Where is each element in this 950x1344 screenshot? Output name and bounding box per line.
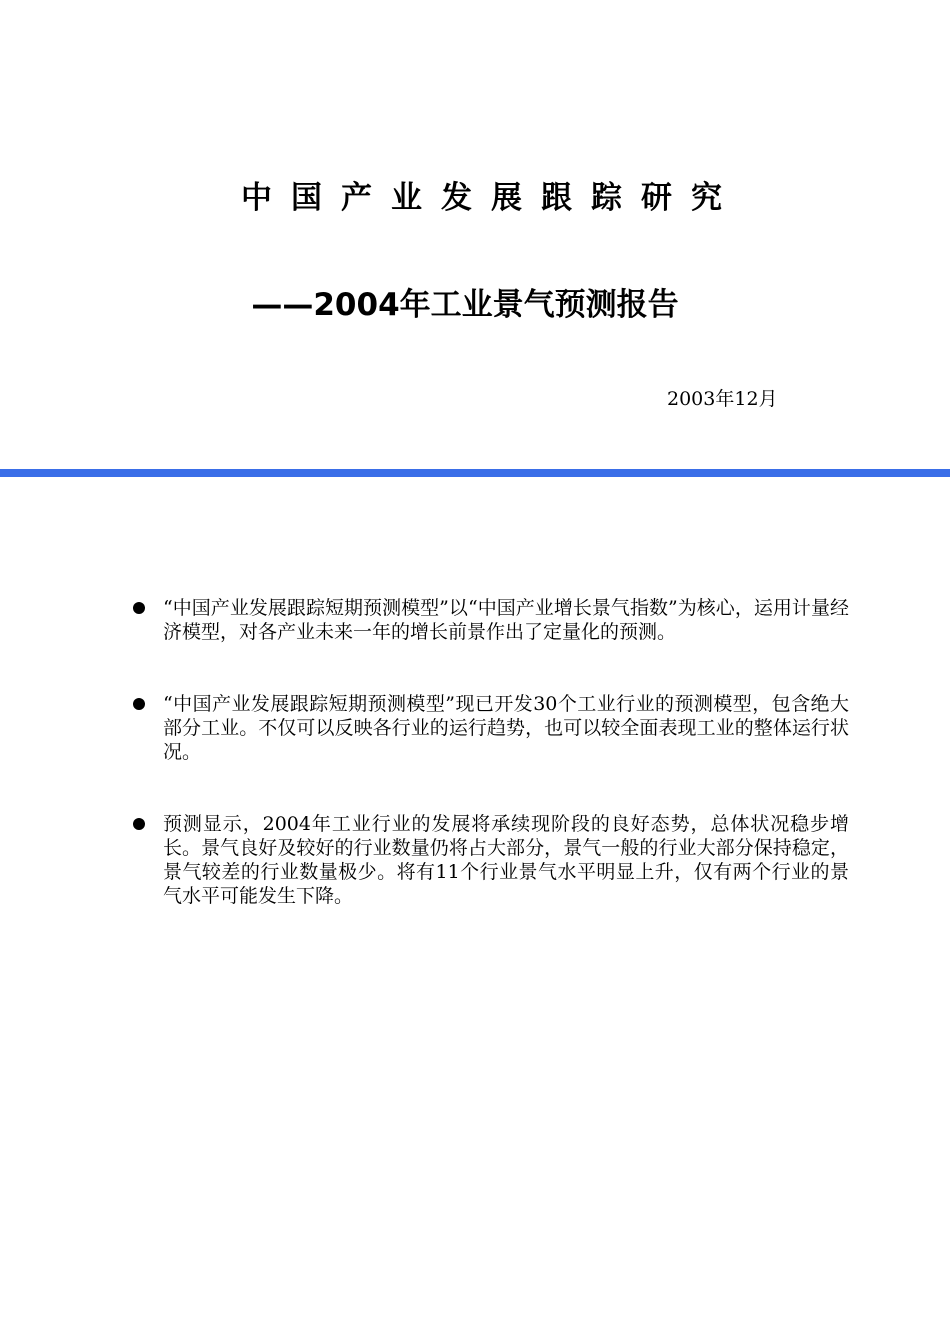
summary-item: [163, 692, 849, 764]
summary-item: [163, 812, 849, 908]
section-divider: [0, 469, 950, 477]
document-subtitle: ——2004年工业景气预测报告: [251, 287, 679, 323]
summary-text: “中国产业发展跟踪短期预测模型”现已开发30个工业行业的预测模型，包含绝大部分工业。不仅可以反映各行业的运行趋势，也可以较全面表现工业的整体运行状况。: [163, 693, 849, 763]
summary-text: 预测显示，2004年工业行业的发展将承续现阶段的良好态势，总体状况稳步增长。景气良好及较好的行业数量仍将占大部分，景气一般的行业大部分保持稳定，景气较差的行业数量极少。将有11个行业景气水平明显上升，仅有两个行业的景气水平可能发生下降。: [163, 813, 849, 907]
summary-text: “中国产业发展跟踪短期预测模型”以“中国产业增长景气指数”为核心，运用计量经济模型，对各产业未来一年的增长前景作出了定量化的预测。: [163, 597, 849, 643]
document-title: 中国产业发展跟踪研究: [241, 180, 741, 216]
document-date: 2003年12月: [667, 388, 778, 410]
summary-list: [0, 596, 950, 956]
bullet-icon: [133, 818, 145, 830]
summary-item: [163, 596, 849, 644]
bullet-icon: [133, 602, 145, 614]
bullet-icon: [133, 698, 145, 710]
